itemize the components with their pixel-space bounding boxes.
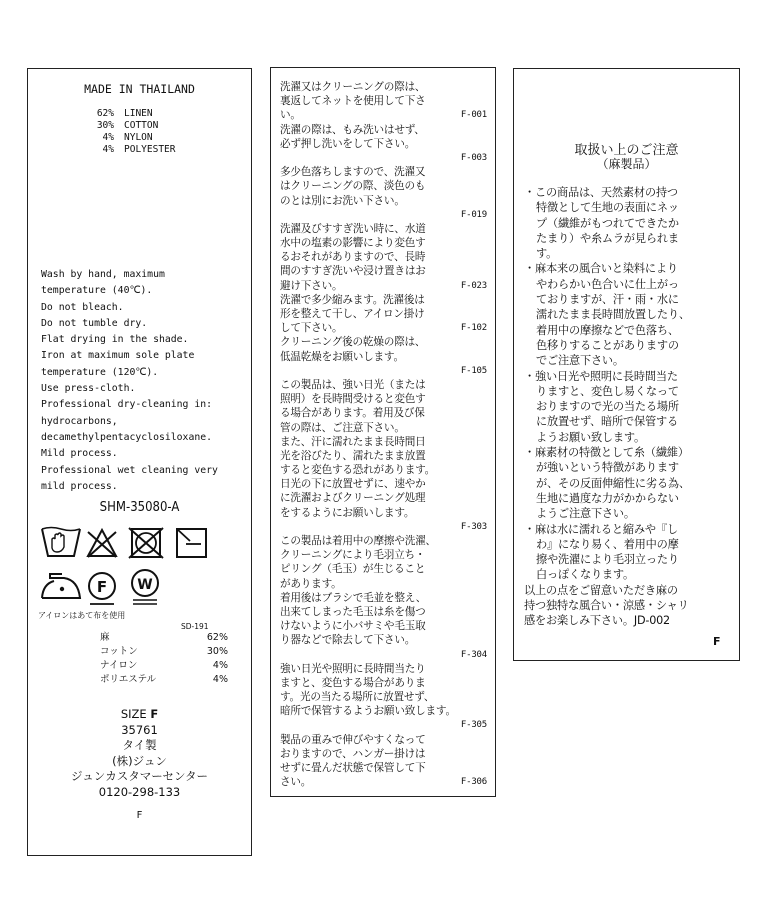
note-line xyxy=(280,222,487,236)
caution-line: おりますので光の当たる場所 xyxy=(536,400,679,414)
note-text: 照明）を長時間受けると変色す xyxy=(280,393,426,406)
note-text: 出来てしまった毛玉は糸を傷つ xyxy=(280,605,426,618)
composition-row: ポリエステル 4% xyxy=(100,674,228,685)
note-line xyxy=(280,747,487,761)
note-line xyxy=(280,662,487,676)
care-line: hydrocarbons, xyxy=(41,415,118,427)
note-text: があります。 xyxy=(280,577,342,590)
wet-clean-w-icon xyxy=(132,570,158,604)
note-text: 多少色落ちしますので、洗濯又 xyxy=(280,166,426,179)
caution-line: ・麻は水に濡れると縮みや『し xyxy=(524,522,678,536)
note-code: F-105 xyxy=(460,365,487,376)
fiber-composition-en xyxy=(78,108,175,156)
care-line: decamethylpentacyclosiloxane. xyxy=(41,431,213,443)
note-line xyxy=(280,775,487,789)
note-text: この製品は、強い日光（または xyxy=(280,378,426,391)
note-text: 管の際は、ご注意下さい。 xyxy=(280,421,405,434)
note-code: F-003 xyxy=(460,152,487,163)
note-line xyxy=(280,307,487,321)
care-line: temperature (40℃). xyxy=(41,285,153,297)
note-line xyxy=(280,704,487,718)
note-line xyxy=(280,463,487,477)
caution-text xyxy=(524,185,734,629)
note-text: 水中の塩素の影響により変色す xyxy=(280,237,426,250)
note-text: ピリング（毛玉）が生じること xyxy=(280,563,426,576)
note-line xyxy=(280,435,487,449)
composition-row: 4% NYLON xyxy=(102,132,153,143)
iron-low-icon xyxy=(42,574,80,598)
note-line xyxy=(280,151,487,165)
note-text: はクリーニングの際、淡色のも xyxy=(280,180,426,193)
caution-line: が、その反面伸縮性に劣る為、 xyxy=(536,476,690,490)
note-text: して下さい。 xyxy=(280,322,343,335)
note-line xyxy=(280,421,487,435)
note-text: すると変色する恐れがあります。 xyxy=(280,464,436,477)
note-text: をするようにお願いします。 xyxy=(280,506,415,519)
note-text: 形を整えて干し、アイロン掛け xyxy=(280,308,425,320)
note-text: る場合があります。着用及び保 xyxy=(280,407,425,420)
caution-line: 色移りすることがありますの xyxy=(536,338,679,352)
caution-line: プ（繊維がもつれてできたか xyxy=(536,216,679,230)
svg-text:W: W xyxy=(137,577,153,593)
caution-line: 持つ独特な風合い・涼感・シャリ xyxy=(524,599,689,613)
svg-text:F: F xyxy=(96,578,108,596)
caution-line: やわらかい色合いに仕上がっ xyxy=(536,277,679,291)
care-instructions-en xyxy=(41,267,218,495)
note-line xyxy=(280,491,487,505)
flat-dry-shade-icon xyxy=(177,529,206,557)
note-line xyxy=(280,690,487,704)
note-line xyxy=(280,591,487,605)
note-line xyxy=(280,321,487,335)
caution-line: ・この商品は、天然素材の持つ xyxy=(524,186,678,199)
note-line xyxy=(280,279,487,293)
bottom-mark: F xyxy=(136,810,143,821)
note-line xyxy=(280,605,487,619)
note-line xyxy=(280,80,487,94)
note-line xyxy=(280,364,487,378)
note-text: クリーニングにより毛羽立ち・ xyxy=(280,549,426,562)
caution-line: 着用中の摩擦などで色落ち、 xyxy=(536,323,679,337)
note-line xyxy=(280,676,487,690)
note-text: 光を浴びたり、濡れたまま放置 xyxy=(280,449,426,462)
note-text: 低温乾燥をお願いします。 xyxy=(280,350,404,363)
note-code: F-303 xyxy=(460,521,487,532)
notes-text xyxy=(280,80,487,789)
note-text: 着用後はブラシで毛並を整え、 xyxy=(280,591,427,604)
note-line xyxy=(280,208,487,222)
note-text: この製品は着用中の摩擦や洗濯、 xyxy=(280,535,436,547)
note-code: F-306 xyxy=(460,777,487,788)
note-line xyxy=(280,534,487,548)
fiber-composition-jp xyxy=(100,631,228,687)
care-line: Flat drying in the shade. xyxy=(41,334,189,346)
care-line: Iron at maximum sole plate xyxy=(41,350,195,362)
caution-line: 以上の点をご留意いただき麻の xyxy=(524,583,678,597)
note-text: に洗濯およびクリーニング処理 xyxy=(280,492,426,505)
note-text: 暗所で保管するようお願い致します。 xyxy=(280,705,456,718)
care-symbols xyxy=(40,526,240,606)
care-line: Do not bleach. xyxy=(41,301,124,313)
note-text: 洗濯の際は、もみ洗いはせず、 xyxy=(280,123,425,136)
care-label-japanese-notes xyxy=(270,67,496,797)
caution-line: 特徴として生地の表面にネッ xyxy=(536,201,679,215)
care-label-english xyxy=(27,68,252,856)
note-line xyxy=(280,392,487,406)
note-text: るおそれがありますので、長時 xyxy=(280,251,426,264)
note-text: 日光の下に放置せずに、速やか xyxy=(280,478,426,491)
caution-line: たまり）や糸ムラが見られま xyxy=(536,231,679,245)
note-text: クリーニング後の乾燥の際は、 xyxy=(280,336,426,349)
note-text: い。 xyxy=(280,109,301,122)
caution-line: 生地に過度な力がかからない xyxy=(536,491,679,505)
note-text: さい。 xyxy=(280,776,312,789)
phone-number: 0120-298-133 xyxy=(98,784,181,799)
note-text: 強い日光や照明に長時間当たり xyxy=(280,662,426,675)
hand-wash-40-icon xyxy=(42,528,80,557)
note-line xyxy=(280,633,487,647)
note-line xyxy=(280,520,487,534)
caution-line: でご注意下さい。 xyxy=(536,354,624,368)
care-line: Do not tumble dry. xyxy=(41,317,148,329)
note-line xyxy=(280,264,487,278)
note-text: 洗濯及びすすぎ洗い時に、水道 xyxy=(280,222,426,235)
note-line xyxy=(280,718,487,732)
caution-line: ・麻素材の特徴として糸（繊維） xyxy=(524,446,689,460)
composition-row: コットン 30% xyxy=(100,646,228,657)
note-text: 裏返してネットを使用して下さ xyxy=(280,95,426,108)
note-line xyxy=(280,236,487,250)
size-line: SIZE F xyxy=(120,707,159,721)
caution-line: 白っぽくなります。 xyxy=(536,568,634,582)
care-line: Mild process. xyxy=(41,448,118,460)
item-number: 35761 xyxy=(121,722,158,737)
note-text: また、汗に濡れたまま長時間日 xyxy=(280,435,426,448)
dry-clean-f-icon xyxy=(89,573,115,604)
note-line xyxy=(280,619,487,633)
note-line xyxy=(280,137,487,151)
care-line: temperature (120℃). xyxy=(41,366,159,378)
care-line: mild process. xyxy=(41,480,118,492)
caution-subtitle: （麻製品） xyxy=(596,157,657,171)
composition-row: 麻 62% xyxy=(100,632,228,643)
note-line xyxy=(280,506,487,520)
note-text: おりますので、ハンガー掛けは xyxy=(280,747,426,760)
caution-line: 濡れたまま長時間放置したり、 xyxy=(536,308,690,322)
sd-code: SD-191 xyxy=(181,622,209,631)
note-line xyxy=(280,406,487,420)
caution-line: りますと、変色し易くなって xyxy=(536,384,679,398)
caution-title: 取扱い上のご注意 xyxy=(574,143,679,158)
note-line xyxy=(280,577,487,591)
caution-line: ようお願い致します。 xyxy=(536,430,645,444)
note-text: 製品の重みで伸びやすくなって xyxy=(280,733,426,746)
caution-line: に放置せず、暗所で保管する xyxy=(536,415,678,429)
note-code: F-305 xyxy=(460,720,487,731)
caution-line: 感をお楽しみ下さい。JD-002 xyxy=(524,614,670,628)
caution-line: が強いという特徴があります xyxy=(536,461,679,475)
note-line xyxy=(280,562,487,576)
note-line xyxy=(280,449,487,463)
note-code: F-019 xyxy=(460,209,487,220)
note-code: F-001 xyxy=(460,110,487,121)
caution-line: わ』になり易く、着用中の摩 xyxy=(536,537,679,551)
note-line xyxy=(280,94,487,108)
size-block xyxy=(28,707,251,800)
no-tumble-dry-icon xyxy=(129,528,163,558)
bottom-mark: F xyxy=(713,635,721,648)
composition-row: 62% LINEN xyxy=(96,108,153,119)
iron-note: アイロンはあて布を使用 xyxy=(38,611,126,620)
note-line xyxy=(280,378,487,392)
note-line xyxy=(280,350,487,364)
country-jp: タイ製 xyxy=(122,738,157,752)
note-line xyxy=(280,648,487,662)
caution-line: ようご注意下さい。 xyxy=(536,507,635,521)
note-code: F-304 xyxy=(460,649,487,660)
caution-line: ・麻本来の風合いと染料により xyxy=(524,262,678,276)
care-line: Wash by hand, maximum xyxy=(41,269,165,280)
note-line xyxy=(280,733,487,747)
caution-line: ておりますが、汗・雨・水に xyxy=(536,293,679,307)
note-text: 間のすすぎ洗いや浸け置きはお xyxy=(280,265,426,278)
note-line xyxy=(280,123,487,137)
note-text: けないように小バサミや毛玉取 xyxy=(280,620,426,633)
care-line: Professional wet cleaning very xyxy=(41,464,218,476)
note-text: 洗濯又はクリーニングの際は、 xyxy=(280,81,426,93)
note-line xyxy=(280,335,487,349)
note-text: 避け下さい。 xyxy=(280,279,343,292)
note-line xyxy=(280,194,487,208)
caution-line: 擦や洗濯により毛羽立ったり xyxy=(536,553,679,567)
company-name: (株)ジュン xyxy=(112,753,167,768)
note-line xyxy=(280,761,487,775)
note-line xyxy=(280,165,487,179)
composition-row: 4% POLYESTER xyxy=(102,144,176,155)
note-text: 洗濯で多少縮みます。洗濯後は xyxy=(280,293,425,306)
note-text: り器などで除去して下さい。 xyxy=(280,634,416,647)
note-line xyxy=(280,250,487,264)
note-line xyxy=(280,108,487,122)
note-text: ますと、変色する場合がありま xyxy=(280,676,426,689)
note-code: F-102 xyxy=(460,323,487,334)
care-label-linen-caution xyxy=(513,68,740,661)
note-text: せずに畳んだ状態で保管して下 xyxy=(280,762,426,774)
note-text: す。光の当たる場所に放置せず、 xyxy=(280,691,435,704)
no-bleach-icon xyxy=(88,530,116,557)
note-line xyxy=(280,548,487,562)
note-line xyxy=(280,477,487,491)
note-text: のとは別にお洗い下さい。 xyxy=(280,194,405,207)
composition-row: 30% COTTON xyxy=(96,120,159,131)
note-code: F-023 xyxy=(460,280,487,291)
caution-line: ・強い日光や照明に長時間当た xyxy=(524,369,678,383)
caution-line: す。 xyxy=(536,247,558,261)
note-text: 必ず押し洗いをして下さい。 xyxy=(280,137,416,150)
composition-row: ナイロン 4% xyxy=(100,660,228,671)
care-line: Use press-cloth. xyxy=(41,383,136,395)
made-in-text: MADE IN THAILAND xyxy=(84,82,195,96)
customer-center: ジュンカスタマーセンター xyxy=(70,769,209,783)
note-line xyxy=(280,293,487,307)
product-code: SHM-35080-A xyxy=(99,500,180,515)
care-line: Professional dry-cleaning in: xyxy=(41,399,213,411)
note-line xyxy=(280,179,487,193)
